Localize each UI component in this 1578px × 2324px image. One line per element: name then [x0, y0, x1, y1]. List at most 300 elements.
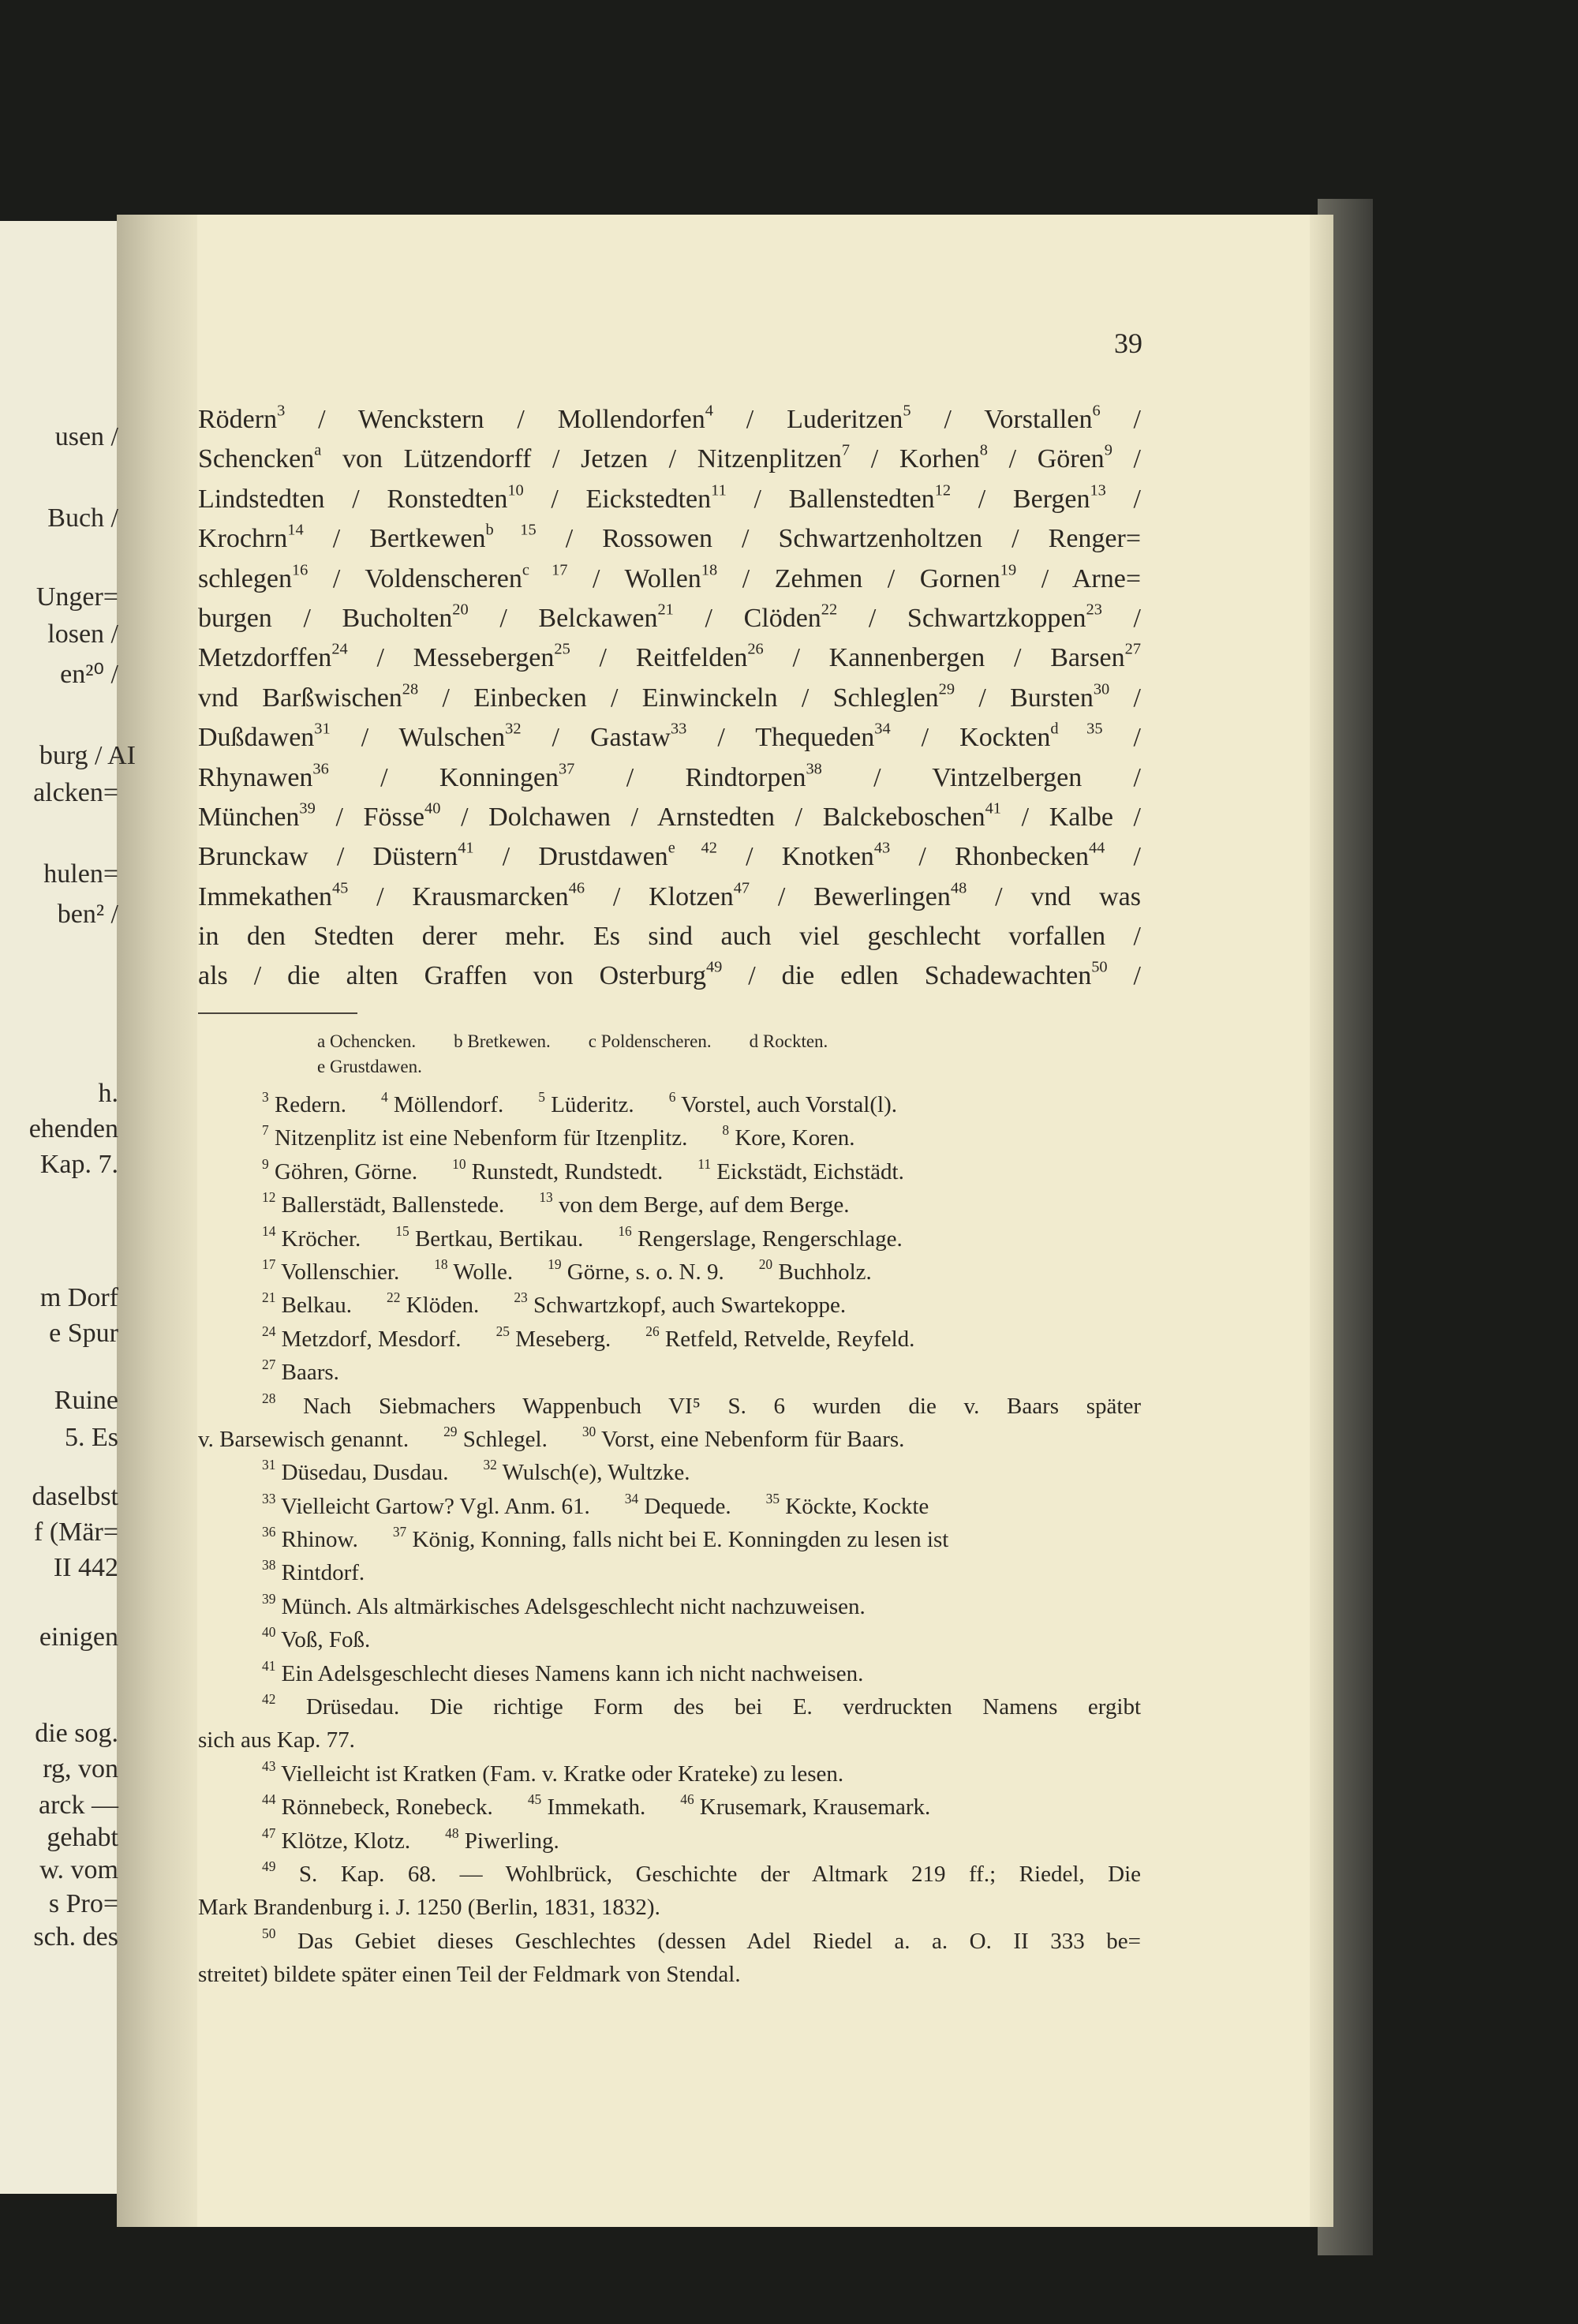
footnote — [262, 1457, 449, 1486]
footnote-text: Bertkau, Bertikau. — [414, 1226, 584, 1252]
footnote — [387, 1289, 480, 1319]
text-segment: / Kockten — [890, 723, 1051, 753]
footnote-number: 38 — [262, 1557, 276, 1574]
footnote-number: 18 — [434, 1256, 448, 1272]
footnote-number: 17 — [262, 1256, 276, 1272]
footnote-ref: 24 — [331, 641, 348, 659]
footnote-ref: 5 — [903, 402, 911, 420]
footnote-text: Rhinow. — [281, 1527, 358, 1553]
footnote-text: Köckte, Kockte — [785, 1493, 929, 1519]
text-segment: / — [1109, 683, 1141, 713]
text-segment: / Clöden — [673, 603, 821, 633]
footnote-number: 37 — [392, 1524, 407, 1540]
left-page-fragment: Kap. 7. — [39, 1150, 118, 1179]
footnote — [262, 1222, 361, 1252]
footnote-text: S. Kap. 68. — Wohlbrück, Geschichte der Altmark 219 ff.; Riedel, Die — [298, 1861, 1141, 1887]
footnote-number: 14 — [262, 1222, 276, 1239]
text-segment: / Krausmarcken — [348, 881, 569, 911]
footnote — [262, 1624, 371, 1653]
footnote-ref: 8 — [979, 442, 988, 460]
text-segment: / — [1102, 723, 1141, 753]
footnote — [539, 1189, 850, 1218]
footnote-text: von dem Berge, auf dem Berge. — [558, 1192, 850, 1218]
footnote-ref: 44 — [1088, 840, 1105, 857]
text-segment: / — [1105, 484, 1141, 514]
footnote-line — [198, 1155, 1141, 1188]
footnote-ref: 22 — [821, 601, 838, 619]
footnote — [262, 1524, 358, 1553]
footnote-number: 21 — [262, 1289, 276, 1306]
text-segment: / Kannenbergen / Barsen — [763, 643, 1125, 673]
text-segment: von Lützendorff / Jetzen / Nitzenplitzen — [321, 444, 842, 474]
footnote-number: 50 — [262, 1925, 276, 1941]
footnote-text: Voß, Foß. — [281, 1627, 371, 1653]
footnote-ref: d 35 — [1050, 720, 1103, 738]
text-line — [198, 638, 1141, 678]
footnote-text: Ein Adelsgeschlecht dieses Namens kann ich nicht nachweisen. — [281, 1660, 864, 1686]
text-segment: / Bergen — [951, 484, 1090, 514]
footnote-text: sich aus Kap. 77. — [198, 1727, 355, 1753]
footnote-text: Metzdorf, Mesdorf. — [281, 1326, 462, 1352]
footnote-ref: 26 — [747, 641, 764, 659]
footnote-ref: 12 — [934, 481, 952, 500]
text-segment: Metzdorffen — [198, 643, 332, 673]
footnote-number: 6 — [668, 1088, 676, 1105]
footnote-ref: 47 — [733, 879, 750, 897]
footnote-line — [198, 1523, 1141, 1556]
left-page-fragment: losen / — [47, 619, 118, 649]
footnote-text: Rintdorf. — [281, 1560, 365, 1586]
text-segment: / — [1112, 444, 1141, 474]
footnote-text: Möllendorf. — [393, 1092, 504, 1117]
text-segment: / Klotzen — [585, 881, 734, 911]
footnote-ref: 29 — [938, 680, 955, 698]
left-page-fragment: sch. des — [33, 1922, 118, 1952]
footnote — [680, 1791, 931, 1821]
footnote-text: Mark Brandenburg i. J. 1250 (Berlin, 1831, 1832). — [198, 1895, 660, 1921]
footnote-line — [198, 1623, 1141, 1656]
text-line — [198, 400, 1141, 440]
footnote-number: 25 — [495, 1323, 510, 1339]
left-page-fragment: w. vom — [39, 1855, 118, 1884]
variant-note: c Poldenscheren. — [588, 1031, 712, 1051]
footnote — [262, 1189, 505, 1218]
footnote — [262, 1122, 688, 1151]
footnote-ref: 34 — [874, 720, 891, 738]
footnote-text: Nitzenplitz ist eine Nebenform für Itzenplitz. — [274, 1125, 688, 1151]
footnote-number: 24 — [262, 1323, 276, 1339]
footnote-text: Rengerslage, Rengerschlage. — [638, 1226, 903, 1252]
footnote-ref: 50 — [1091, 959, 1108, 977]
left-page-fragment: ben² / — [57, 900, 118, 929]
footnote-text: Vielleicht ist Kratken (Fam. v. Kratke oder Krateke) zu lesen. — [281, 1761, 844, 1787]
footnote-text: Schlegel. — [462, 1426, 548, 1452]
footnote-text: Runstedt, Rundstedt. — [471, 1158, 664, 1184]
footnote-text: Vielleicht Gartow? Vgl. Anm. 61. — [281, 1493, 590, 1519]
footnote-number: 22 — [387, 1289, 401, 1306]
footnote-text: v. Barsewisch genannt. — [198, 1426, 409, 1452]
footnote-text: Kore, Koren. — [735, 1125, 855, 1151]
footnote-line — [198, 1356, 1141, 1389]
footnote-ref: 49 — [705, 959, 723, 977]
footnote-text: Drüsedau. Die richtige Form des bei E. verdruckten Namens ergibt — [305, 1694, 1141, 1720]
footnote — [443, 1423, 548, 1452]
footnote-number: 29 — [443, 1423, 458, 1439]
footnote-line — [198, 1390, 1141, 1423]
footnote-text: Krusemark, Krausemark. — [699, 1794, 931, 1821]
text-segment: Lindstedten / Ronstedten — [198, 484, 508, 514]
text-line — [198, 798, 1141, 837]
footnote-line — [198, 1958, 1141, 1991]
text-segment: / Reitfelden — [570, 643, 748, 673]
footnote-number: 32 — [483, 1457, 497, 1473]
footnote-number: 43 — [262, 1757, 276, 1774]
footnote-ref: c 17 — [522, 561, 568, 579]
footnote — [538, 1088, 634, 1117]
footnote-number: 5 — [538, 1088, 545, 1105]
footnote-line — [198, 1925, 1141, 1958]
left-page-fragment: alcken= — [33, 778, 118, 807]
footnote-number: 27 — [262, 1357, 276, 1373]
text-segment: / Belckawen — [468, 603, 658, 633]
footnote-line — [198, 1858, 1141, 1891]
footnote-text: Lüderitz. — [551, 1092, 634, 1117]
text-line — [198, 599, 1141, 638]
footnote-ref: 20 — [452, 601, 469, 619]
footnote-text: Belkau. — [281, 1293, 353, 1319]
text-segment: / Gören — [988, 444, 1105, 474]
footnote-line — [198, 1490, 1141, 1523]
footnote-line — [198, 1222, 1141, 1256]
footnote-ref: 48 — [950, 879, 967, 897]
footnote — [697, 1155, 904, 1184]
footnote — [452, 1155, 664, 1184]
footnote-ref: 21 — [657, 601, 674, 619]
footnote-number: 11 — [697, 1155, 712, 1172]
footnote-text: Das Gebiet dieses Geschlechtes (dessen Adel Riedel a. a. O. II 333 be= — [297, 1928, 1141, 1954]
text-segment: / — [1105, 842, 1141, 872]
text-segment: / — [1100, 405, 1141, 434]
footnote-line — [198, 1891, 1141, 1924]
footnote-line — [198, 1690, 1141, 1723]
footnote — [262, 1690, 1141, 1720]
footnote-number: 49 — [262, 1858, 276, 1874]
footnote-number: 42 — [262, 1690, 276, 1707]
footnote — [198, 1962, 741, 1987]
footnote-ref: b 15 — [485, 521, 537, 539]
text-segment: / Ballenstedten — [726, 484, 935, 514]
footnote — [618, 1222, 903, 1252]
footnote — [514, 1289, 847, 1319]
text-segment: / Vorstallen — [911, 405, 1093, 434]
footnote-ref: 18 — [701, 561, 718, 579]
footnote-text: Klöden. — [406, 1293, 480, 1319]
footnote — [262, 1925, 1141, 1954]
left-page-fragment: einigen — [39, 1622, 118, 1652]
text-segment: / Knotken — [716, 842, 874, 872]
footnote-text: Münch. Als altmärkisches Adelsgeschlecht nicht nachzuweisen. — [281, 1593, 866, 1619]
footnote-text: Klötze, Klotz. — [281, 1828, 411, 1854]
footnote-line — [198, 1556, 1141, 1589]
footnote-ref: 32 — [505, 720, 522, 738]
footnote — [262, 1390, 1141, 1419]
book-gutter — [117, 215, 204, 2227]
footnote-number: 15 — [395, 1222, 409, 1239]
left-page-fragment: burg / AI — [39, 741, 136, 770]
footnote-number: 36 — [262, 1524, 276, 1540]
footnote-text: Eickstädt, Eichstädt. — [716, 1158, 904, 1184]
footnote — [262, 1155, 418, 1184]
footnote — [395, 1222, 584, 1252]
footnote-number: 41 — [262, 1657, 276, 1674]
footnote-number: 23 — [514, 1289, 528, 1306]
page-number: 39 — [1114, 327, 1142, 359]
footnote-ref: 37 — [558, 760, 575, 778]
footnote-number: 12 — [262, 1189, 276, 1206]
text-segment: / Rhonbecken — [890, 842, 1089, 872]
left-page-fragment: h. — [98, 1079, 118, 1108]
footnote-ref: 11 — [711, 481, 727, 500]
text-segment: / Vintzelbergen / — [821, 762, 1141, 792]
footnote-ref: 23 — [1086, 601, 1102, 619]
left-page-fragment: s Pro= — [48, 1889, 118, 1918]
footnote-ref: 36 — [312, 760, 329, 778]
footnote-number: 30 — [581, 1423, 596, 1439]
footnote-text: Retfeld, Retvelde, Reyfeld. — [664, 1326, 915, 1352]
text-segment: / Drustdawen — [473, 842, 668, 872]
footnote-line — [198, 1323, 1141, 1356]
left-page-fragment: en²⁰ / — [60, 660, 118, 689]
footnote — [262, 1757, 844, 1787]
left-page-fragment: ehenden — [28, 1114, 118, 1143]
footnote — [262, 1590, 866, 1619]
footnote-line — [198, 1289, 1141, 1322]
footnote-ref: 10 — [507, 481, 524, 500]
footnote — [198, 1427, 409, 1452]
footnote-ref: 40 — [424, 799, 441, 818]
text-segment: / Thequeden — [686, 723, 875, 753]
footnote-number: 45 — [527, 1791, 542, 1808]
footnote — [262, 1323, 462, 1352]
footnote-number: 39 — [262, 1590, 276, 1607]
footnote-text: Piwerling. — [464, 1828, 559, 1854]
text-segment: / die edlen Schadewachten — [722, 961, 1092, 991]
text-segment: / Gastaw — [521, 723, 671, 753]
footnote — [262, 1289, 353, 1319]
footnote-line — [198, 1590, 1141, 1623]
text-segment: als / die alten Graffen von Osterburg — [198, 961, 706, 991]
footnote-ref: 43 — [873, 840, 891, 857]
footnote-line — [198, 1657, 1141, 1690]
text-segment: / Wenckstern / Mollendorfen — [285, 405, 705, 434]
footnote-number: 33 — [262, 1490, 276, 1506]
footnote-number: 28 — [262, 1390, 276, 1406]
variant-note: b Bretkewen. — [454, 1031, 551, 1051]
text-line — [198, 917, 1141, 956]
footnote-number: 26 — [645, 1323, 660, 1339]
footnote-ref: e 42 — [667, 840, 717, 857]
text-segment: Rödern — [198, 405, 278, 434]
footnote-line — [198, 1423, 1141, 1456]
text-segment: burgen / Bucholten — [198, 603, 453, 633]
footnote — [198, 1895, 660, 1920]
footnote — [262, 1858, 1141, 1887]
left-page-fragment: f (Mär= — [34, 1518, 118, 1547]
variant-note-line — [317, 1054, 1106, 1080]
footnote-number: 48 — [445, 1824, 459, 1841]
footnote-text: Wolle. — [453, 1259, 514, 1285]
footnote-ref: 31 — [314, 720, 331, 738]
text-segment: / Wollen — [567, 563, 701, 593]
text-segment: / Konningen — [328, 762, 559, 792]
footnote — [668, 1088, 897, 1117]
footnote — [262, 1791, 493, 1821]
footnote-line — [198, 1256, 1141, 1289]
footnote-number: 3 — [262, 1088, 269, 1105]
footnote-ref: 27 — [1124, 641, 1141, 659]
footnote-text: Wulsch(e), Wultzke. — [502, 1460, 690, 1486]
text-segment: / Zehmen / Gornen — [717, 563, 1000, 593]
text-line — [198, 878, 1141, 917]
footnote-number: 8 — [722, 1122, 730, 1139]
left-page-fragment: Unger= — [36, 582, 118, 612]
text-segment: Krochrn — [198, 524, 288, 554]
footnote — [722, 1122, 855, 1151]
left-page-fragment: 5. Es — [65, 1423, 118, 1452]
footnotes — [198, 1088, 1141, 1992]
text-segment: / Dolchawen / Arnstedten / Balckeboschen — [440, 802, 985, 832]
footnote-text: König, Konning, falls nicht bei E. Konningden zu lesen ist — [412, 1527, 949, 1553]
text-segment: / Bertkewen — [303, 524, 486, 554]
text-line — [198, 559, 1141, 599]
text-segment: / Rossowen / Schwartzenholtzen / Renger= — [536, 524, 1141, 554]
footnote — [645, 1323, 915, 1352]
footnote — [527, 1791, 646, 1821]
footnote-ref: 3 — [277, 402, 286, 420]
footnote-number: 4 — [380, 1088, 388, 1105]
footnote-ref: 30 — [1093, 680, 1110, 698]
footnote-text: Görne, s. o. N. 9. — [567, 1259, 724, 1285]
left-page-fragment: hulen= — [43, 859, 118, 889]
footnote-ref: 4 — [705, 402, 713, 420]
text-segment: / Luderitzen — [712, 405, 903, 434]
text-line — [198, 758, 1141, 798]
text-segment: / Bursten — [955, 683, 1094, 713]
text-segment: / — [1107, 961, 1141, 991]
footnote-ref: 6 — [1092, 402, 1101, 420]
left-page-fragment: gehabt — [47, 1823, 118, 1852]
text-line — [198, 956, 1141, 996]
footnote-line — [198, 1188, 1141, 1222]
footnote-ref: 13 — [1090, 481, 1106, 500]
variant-note: a Ochencken. — [317, 1031, 417, 1051]
footnote-number: 35 — [765, 1490, 780, 1506]
footnote-number: 40 — [262, 1624, 276, 1641]
footnote — [758, 1256, 872, 1285]
text-segment: schlegen — [198, 563, 292, 593]
footnote-text: Buchholz. — [778, 1259, 872, 1285]
text-segment: / — [1101, 603, 1141, 633]
footnote-text: Meseberg. — [515, 1326, 611, 1352]
left-page-fragment: arck — — [38, 1791, 118, 1820]
text-segment: / Eickstedten — [523, 484, 712, 514]
footnote-ref: 7 — [841, 442, 851, 460]
text-line — [198, 480, 1141, 519]
left-page-fragment: die sog. — [35, 1719, 118, 1748]
text-segment: / Bewerlingen — [750, 881, 951, 911]
footnote-ref: 14 — [287, 521, 304, 539]
footnote-text: Schwartzkopf, auch Swartekoppe. — [533, 1293, 847, 1319]
footnote-number: 10 — [452, 1155, 466, 1172]
text-segment: / Arne= — [1016, 563, 1141, 593]
footnote — [548, 1256, 724, 1285]
footnote — [445, 1824, 559, 1854]
main-text — [198, 400, 1141, 997]
footnote — [765, 1490, 929, 1519]
variant-note: e Grustdawen. — [317, 1057, 422, 1076]
footnote — [392, 1524, 949, 1553]
page-edge — [1310, 215, 1333, 2227]
footnote-line — [198, 1456, 1141, 1489]
footnote — [483, 1457, 690, 1486]
footnote — [262, 1490, 590, 1519]
text-segment: / Einbecken / Einwinckeln / Schleglen — [418, 683, 939, 713]
left-page-fragment: II 442 — [53, 1553, 118, 1582]
footnote-divider — [198, 1012, 357, 1014]
text-line — [198, 440, 1141, 479]
footnote-ref: 28 — [402, 680, 419, 698]
text-segment: Immekathen — [198, 881, 332, 911]
footnote — [380, 1088, 504, 1117]
variant-notes — [317, 1029, 1106, 1080]
text-segment: / Wulschen — [330, 723, 506, 753]
text-line — [198, 679, 1141, 718]
left-page-fragment: m Dorf — [39, 1283, 118, 1312]
footnote-number: 44 — [262, 1791, 276, 1808]
footnote-line — [198, 1088, 1141, 1121]
left-page-fragment: Buch / — [47, 503, 118, 533]
text-segment: Brunckaw / Düstern — [198, 842, 458, 872]
left-page-fragment: Ruine — [54, 1386, 118, 1415]
text-segment: Dußdawen — [198, 723, 315, 753]
footnote-text: Düsedau, Dusdau. — [281, 1460, 449, 1486]
footnote — [262, 1357, 339, 1386]
footnote-number: 31 — [262, 1457, 276, 1473]
footnote — [262, 1256, 400, 1285]
footnote-line — [198, 1791, 1141, 1824]
text-segment: / Korhen — [850, 444, 980, 474]
text-segment: München — [198, 802, 300, 832]
footnote — [495, 1323, 611, 1352]
footnote-ref: 9 — [1104, 442, 1112, 460]
footnote-ref: 41 — [985, 799, 1001, 818]
footnote-text: Rönnebeck, Ronebeck. — [281, 1794, 493, 1821]
footnote-text: Ballerstädt, Ballenstede. — [281, 1192, 505, 1218]
variant-note: d Rockten. — [749, 1031, 828, 1051]
footnote-number: 19 — [548, 1256, 562, 1272]
text-segment: / Rindtorpen — [574, 762, 806, 792]
footnote — [262, 1557, 365, 1586]
footnote-ref: 39 — [299, 799, 316, 818]
footnote-ref: 38 — [806, 760, 822, 778]
footnote-number: 47 — [262, 1824, 276, 1841]
footnote — [262, 1657, 864, 1686]
footnote-text: Dequede. — [644, 1493, 731, 1519]
text-segment: / Messebergen — [347, 643, 555, 673]
footnote-text: Vorst, eine Nebenform für Baars. — [600, 1426, 905, 1452]
footnote-ref: 41 — [458, 840, 474, 857]
footnote — [624, 1490, 731, 1519]
